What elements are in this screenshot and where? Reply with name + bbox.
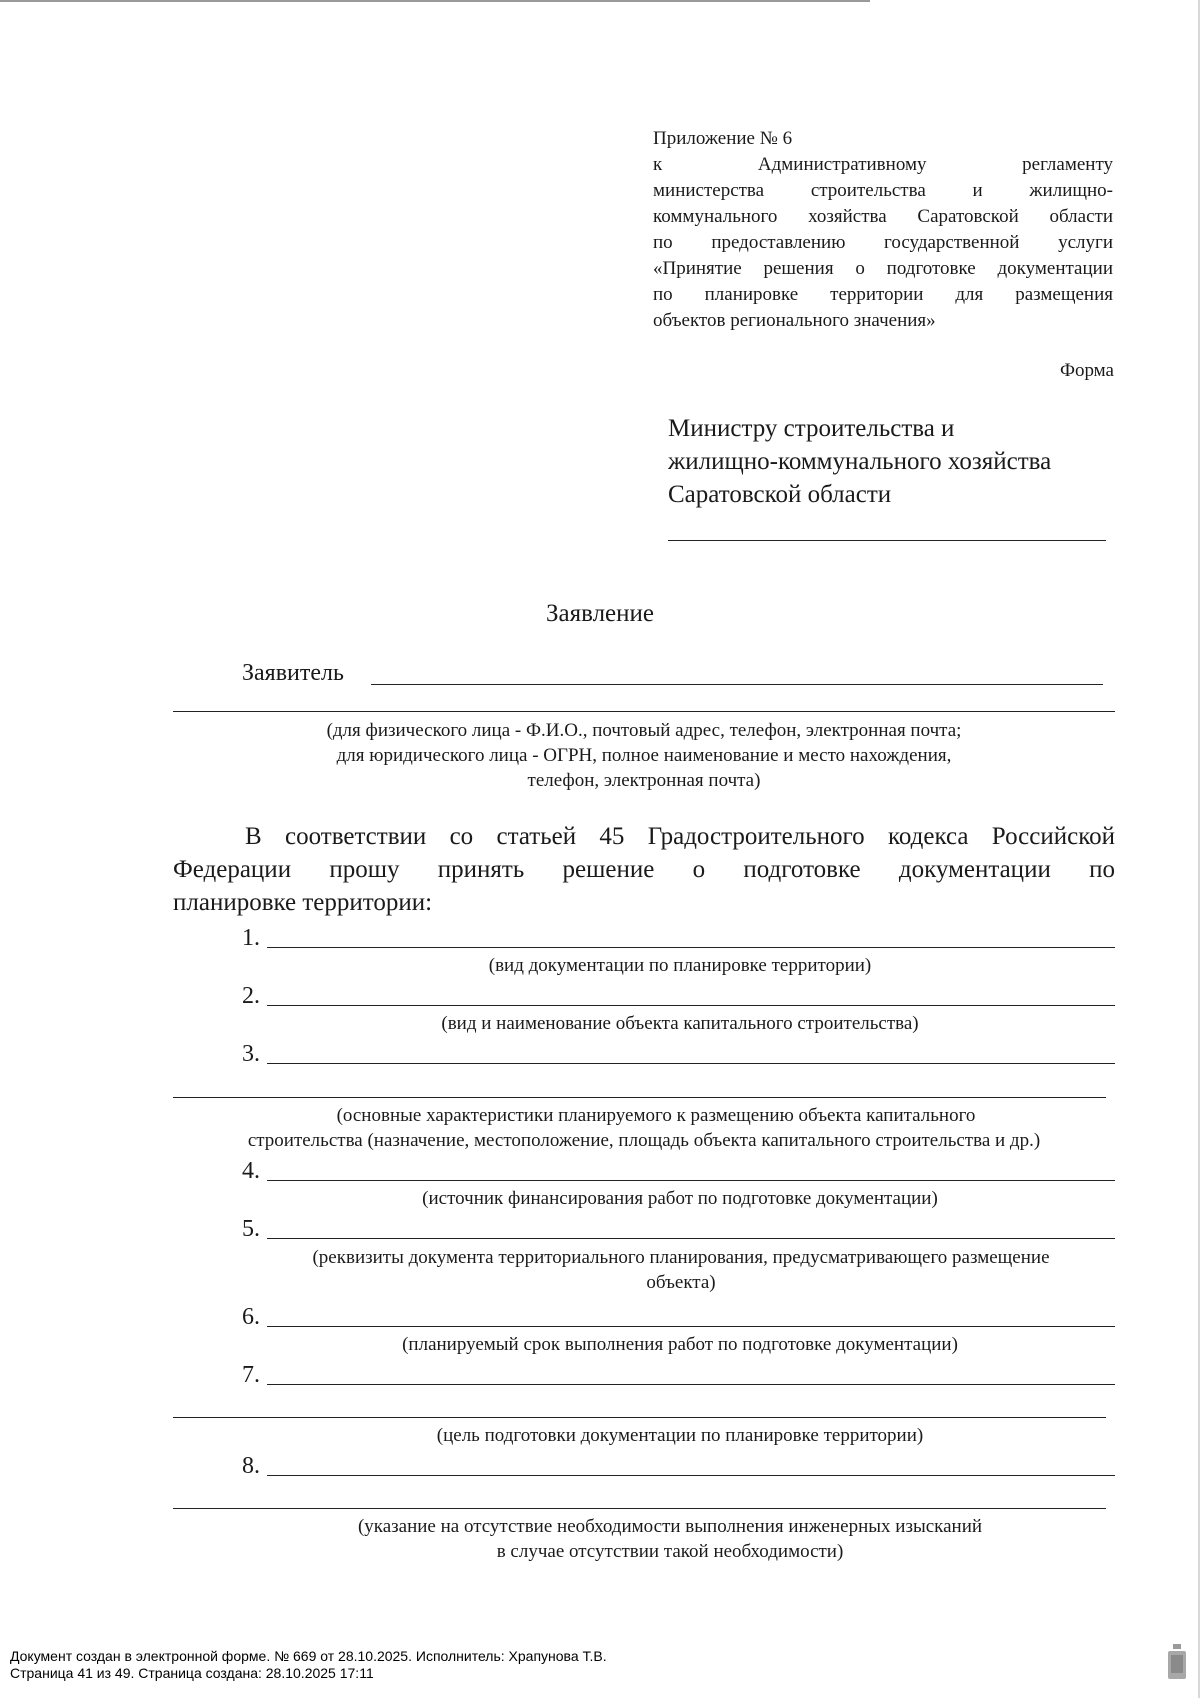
item-6-blank-line[interactable] [267,1326,1115,1327]
addressee-block [668,412,1118,511]
appendix-line-1: к Административному регламенту [653,154,1114,175]
document-title: Заявление [545,600,655,627]
item-1-caption: (вид документации по планировке территории) [488,955,872,976]
item-7-number: 7. [242,1362,260,1388]
appendix-line-7: объектов регионального значения» [653,310,936,331]
item-3-number: 3. [242,1041,260,1067]
item-4-number: 4. [242,1158,260,1184]
appendix-line-3: коммунального хозяйства Саратовской области [653,206,1113,227]
item-4-caption: (источник финансирования работ по подготовке документации) [422,1188,938,1209]
item-7-blank-line[interactable] [267,1384,1115,1385]
item-4-blank-line[interactable] [267,1180,1115,1181]
applicant-hint: (для физического лица - Ф.И.О., почтовый адрес, телефон, электронная почта; для юридического лица - ОГРН, полное наименование и место нахождения, телефон, электронная почта) [326,720,962,791]
request-paragraph: В соответствии со статьей 45 Градостроительного кодекса Российской Федерации прошу принять решение о подготовке документации по планировке территории: [173,823,1115,916]
addressee-line-1: Министру строительства и [668,415,955,442]
addressee-line-3: Саратовской области [668,481,892,508]
appendix-block [653,126,1113,334]
item-8-caption: (указание на отсутствие необходимости выполнения инженерных изысканий в случае отсутствии такой необходимости) [357,1516,983,1562]
appendix-line-2: министерства строительства и жилищно- [653,180,1113,201]
item-8-number: 8. [242,1453,260,1479]
scan-top-border [0,0,870,2]
item-8-blank-line[interactable] [267,1475,1115,1476]
footer-line-1: Документ создан в электронной форме. № 669 от 28.10.2025. Исполнитель: Храпунова Т.В. [10,1648,607,1664]
appendix-line-6: по планировке территории для размещения [653,284,1113,305]
item-2-caption: (вид и наименование объекта капитального строительства) [441,1013,919,1034]
item-3-caption: (основные характеристики планируемого к размещению объекта капитального строительства (назначение, местоположение, площадь объекта капитального строительства и др.) [247,1105,1041,1151]
appendix-title: Приложение № 6 [653,128,793,149]
item-3-blank-line[interactable] [267,1063,1115,1064]
item-1-number: 1. [242,925,260,951]
coat-of-arms-icon [1166,1643,1188,1683]
addressee-blank-line[interactable] [668,540,1106,541]
document-footer [10,1648,607,1682]
item-2-number: 2. [242,983,260,1009]
form-label: Форма [1059,360,1114,381]
item-5-number: 5. [242,1216,260,1242]
appendix-line-5: «Принятие решения о подготовке документации [653,258,1113,279]
item-6-number: 6. [242,1304,260,1330]
item-1-blank-line[interactable] [267,947,1115,948]
item-7-caption: (цель подготовки документации по планировке территории) [436,1425,924,1446]
item-2-blank-line[interactable] [267,1005,1115,1006]
item-7-blank-line-2[interactable] [173,1417,1106,1418]
applicant-label: Заявитель [242,660,344,686]
addressee-line-2: жилищно-коммунального хозяйства [668,448,1052,475]
item-3-blank-line-2[interactable] [173,1097,1106,1098]
appendix-line-4: по предоставлению государственной услуги [653,232,1113,253]
applicant-blank-line-2[interactable] [173,711,1115,712]
item-6-caption: (планируемый срок выполнения работ по подготовке документации) [402,1334,958,1355]
applicant-blank-line[interactable] [371,684,1103,685]
item-5-caption: (реквизиты документа территориального планирования, предусматривающего размещение объекта) [312,1247,1050,1293]
item-5-blank-line[interactable] [267,1238,1115,1239]
footer-line-2: Страница 41 из 49. Страница создана: 28.10.2025 17:11 [10,1665,374,1681]
item-8-blank-line-2[interactable] [173,1508,1106,1509]
